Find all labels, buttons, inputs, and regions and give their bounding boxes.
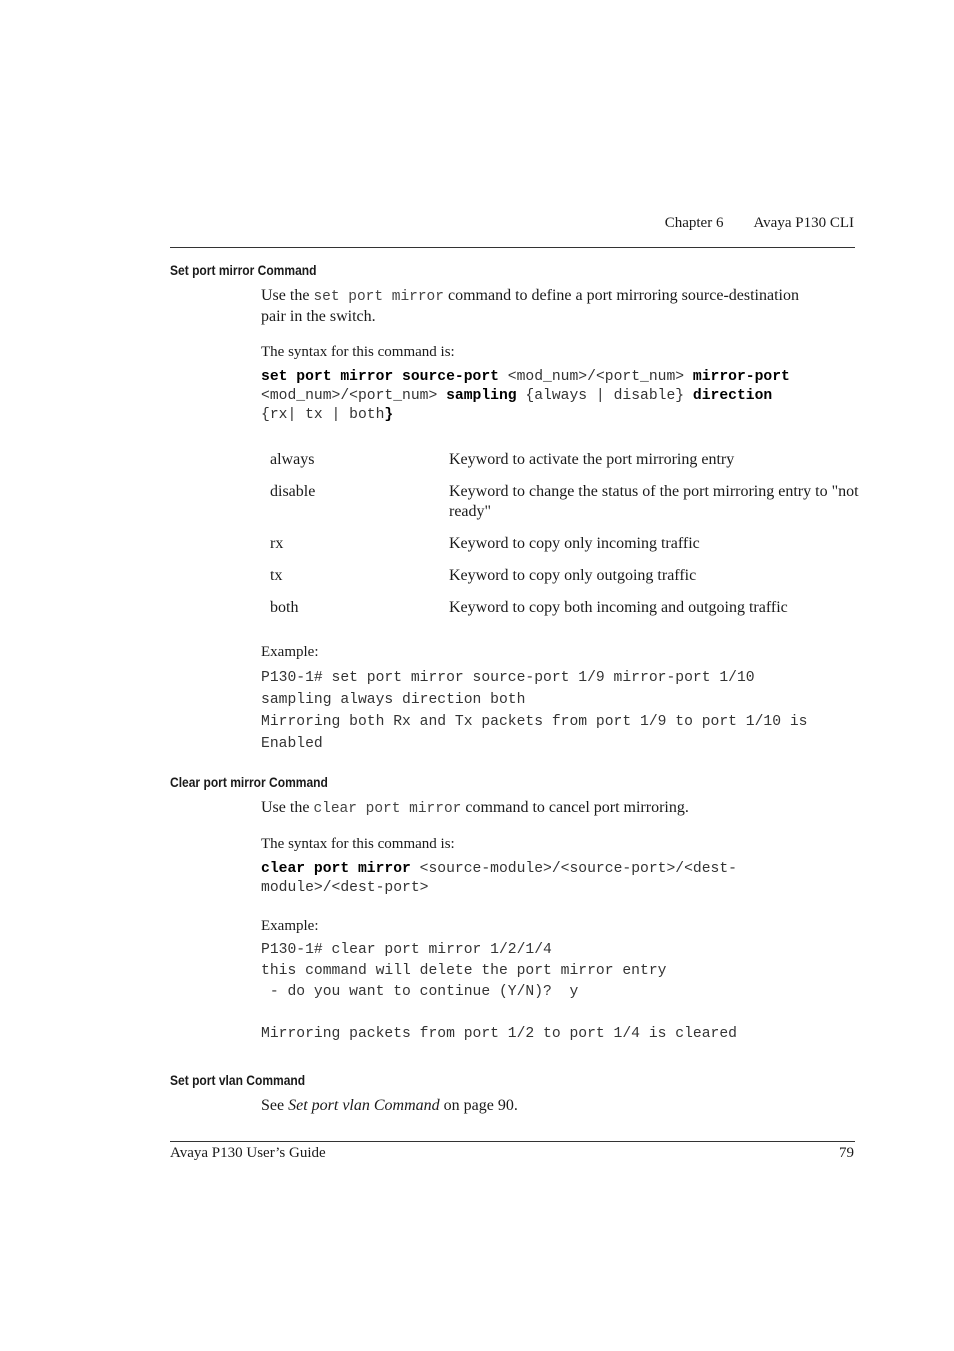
syntax-param: {rx| tx | both <box>261 407 385 423</box>
chapter-title: Avaya P130 CLI <box>753 215 854 231</box>
parameter-description: Keyword to copy only incoming traffic <box>449 535 700 552</box>
intro-code: clear port mirror <box>313 801 462 817</box>
syntax-param: <mod_num>/<port_num> <box>261 388 447 404</box>
set-port-mirror-intro <box>261 286 821 326</box>
intro-text: Use the <box>261 287 314 304</box>
reference-text-end: on page 90. <box>439 1097 518 1114</box>
parameter-row <box>270 482 875 522</box>
section-heading-clear-port-mirror: Clear port mirror Command <box>170 774 328 790</box>
syntax-block <box>261 860 737 898</box>
clear-port-mirror-intro <box>261 798 821 819</box>
parameter-row <box>270 450 875 470</box>
syntax-label: The syntax for this command is: <box>261 836 455 852</box>
section-heading-set-port-mirror: Set port mirror Command <box>170 262 317 278</box>
chapter-label: Chapter 6 <box>664 215 724 231</box>
parameter-name: tx <box>270 567 283 584</box>
syntax-keyword: clear port mirror <box>261 861 411 877</box>
syntax-param: {always | disable} <box>516 388 693 404</box>
parameter-row <box>270 534 875 554</box>
cross-reference-link[interactable]: Set port vlan Command <box>288 1097 440 1114</box>
page-number: 79 <box>839 1145 854 1161</box>
syntax-keyword: sampling <box>446 388 517 404</box>
parameter-description: Keyword to change the status of the port mirroring entry to "not ready" <box>449 483 859 520</box>
parameter-row <box>270 566 875 586</box>
syntax-label: The syntax for this command is: <box>261 344 455 360</box>
parameter-name: both <box>270 599 299 616</box>
example-label: Example: <box>261 644 319 660</box>
footer-guide-title: Avaya P130 User’s Guide <box>170 1145 326 1161</box>
syntax-keyword: mirror-port <box>692 369 790 385</box>
intro-code: set port mirror <box>313 289 444 305</box>
reference-text: See <box>261 1097 289 1114</box>
syntax-keyword: direction <box>692 388 773 404</box>
example-label: Example: <box>261 918 319 934</box>
syntax-keyword: } <box>384 407 394 423</box>
syntax-param: <mod_num>/<port_num> <box>498 369 693 385</box>
parameter-name: rx <box>270 535 284 552</box>
parameter-table <box>270 450 875 630</box>
intro-text-end: command to cancel port mirroring. <box>461 799 689 816</box>
syntax-param: <source-module>/<source-port>/<dest- module>/<dest-port> <box>261 861 737 896</box>
example-code: P130-1# set port mirror source-port 1/9 mirror-port 1/10 sampling always direction both Mirroring both Rx and Tx packets from port 1/9 to port 1/10 is Enabled <box>261 670 808 752</box>
intro-text: Use the <box>261 799 314 816</box>
footer-rule <box>170 1141 855 1142</box>
syntax-keyword: set port mirror source-port <box>261 369 499 385</box>
set-port-vlan-reference <box>261 1096 821 1115</box>
example-code: P130-1# clear port mirror 1/2/1/4 this command will delete the port mirror entry - do you want to continue (Y/N)? y Mirroring packets from port 1/2 to port 1/4 is cleared <box>261 942 737 1042</box>
intro-text-end: command to define a port mirroring source-destination pair in the switch. <box>261 287 799 325</box>
parameter-description: Keyword to copy only outgoing traffic <box>449 567 697 584</box>
header-rule <box>170 247 855 248</box>
running-header <box>665 215 854 232</box>
syntax-block <box>261 368 790 425</box>
parameter-row <box>270 598 875 618</box>
parameter-name: disable <box>270 483 316 500</box>
parameter-description: Keyword to copy both incoming and outgoing traffic <box>449 599 788 616</box>
section-heading-set-port-vlan: Set port vlan Command <box>170 1072 306 1088</box>
parameter-name: always <box>270 451 315 468</box>
parameter-description: Keyword to activate the port mirroring entry <box>449 451 735 468</box>
